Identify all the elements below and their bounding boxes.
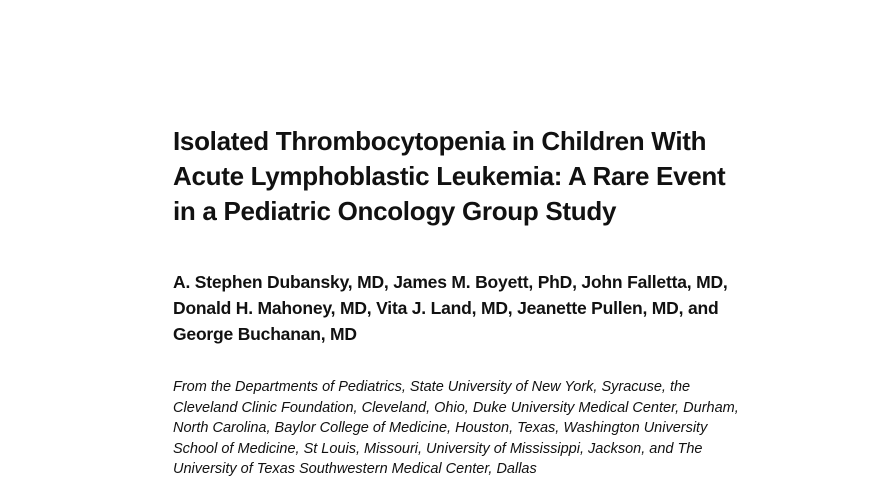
affiliation-line: School of Medicine, St Louis, Missouri, University of Mississippi, Jackson, and The [173,440,703,457]
affiliation-line: From the Departments of Pediatrics, State University of New York, Syracuse, the [173,379,691,395]
author-line: George Buchanan, MD [173,324,357,344]
author-line: A. Stephen Dubansky, MD, James M. Boyett, PhD, John Falletta, MD, [173,272,728,292]
affiliation-line: University of Texas Southwestern Medical Center, Dallas [173,461,537,477]
title-line: in a Pediatric Oncology Group Study [173,196,617,226]
title-line: Isolated Thrombocytopenia in Children With [173,126,707,156]
article-title [173,124,863,229]
author-list [173,269,863,347]
author-line: Donald H. Mahoney, MD, Vita J. Land, MD, Jeanette Pullen, MD, and [173,298,719,318]
title-line: Acute Lymphoblastic Leukemia: A Rare Event [173,161,726,191]
affiliation-note [173,377,863,480]
affiliation-line: North Carolina, Baylor College of Medicine, Houston, Texas, Washington University [173,420,708,436]
article-header [173,124,863,480]
affiliation-line: Cleveland Clinic Foundation, Cleveland, Ohio, Duke University Medical Center, Durham, [173,399,739,416]
